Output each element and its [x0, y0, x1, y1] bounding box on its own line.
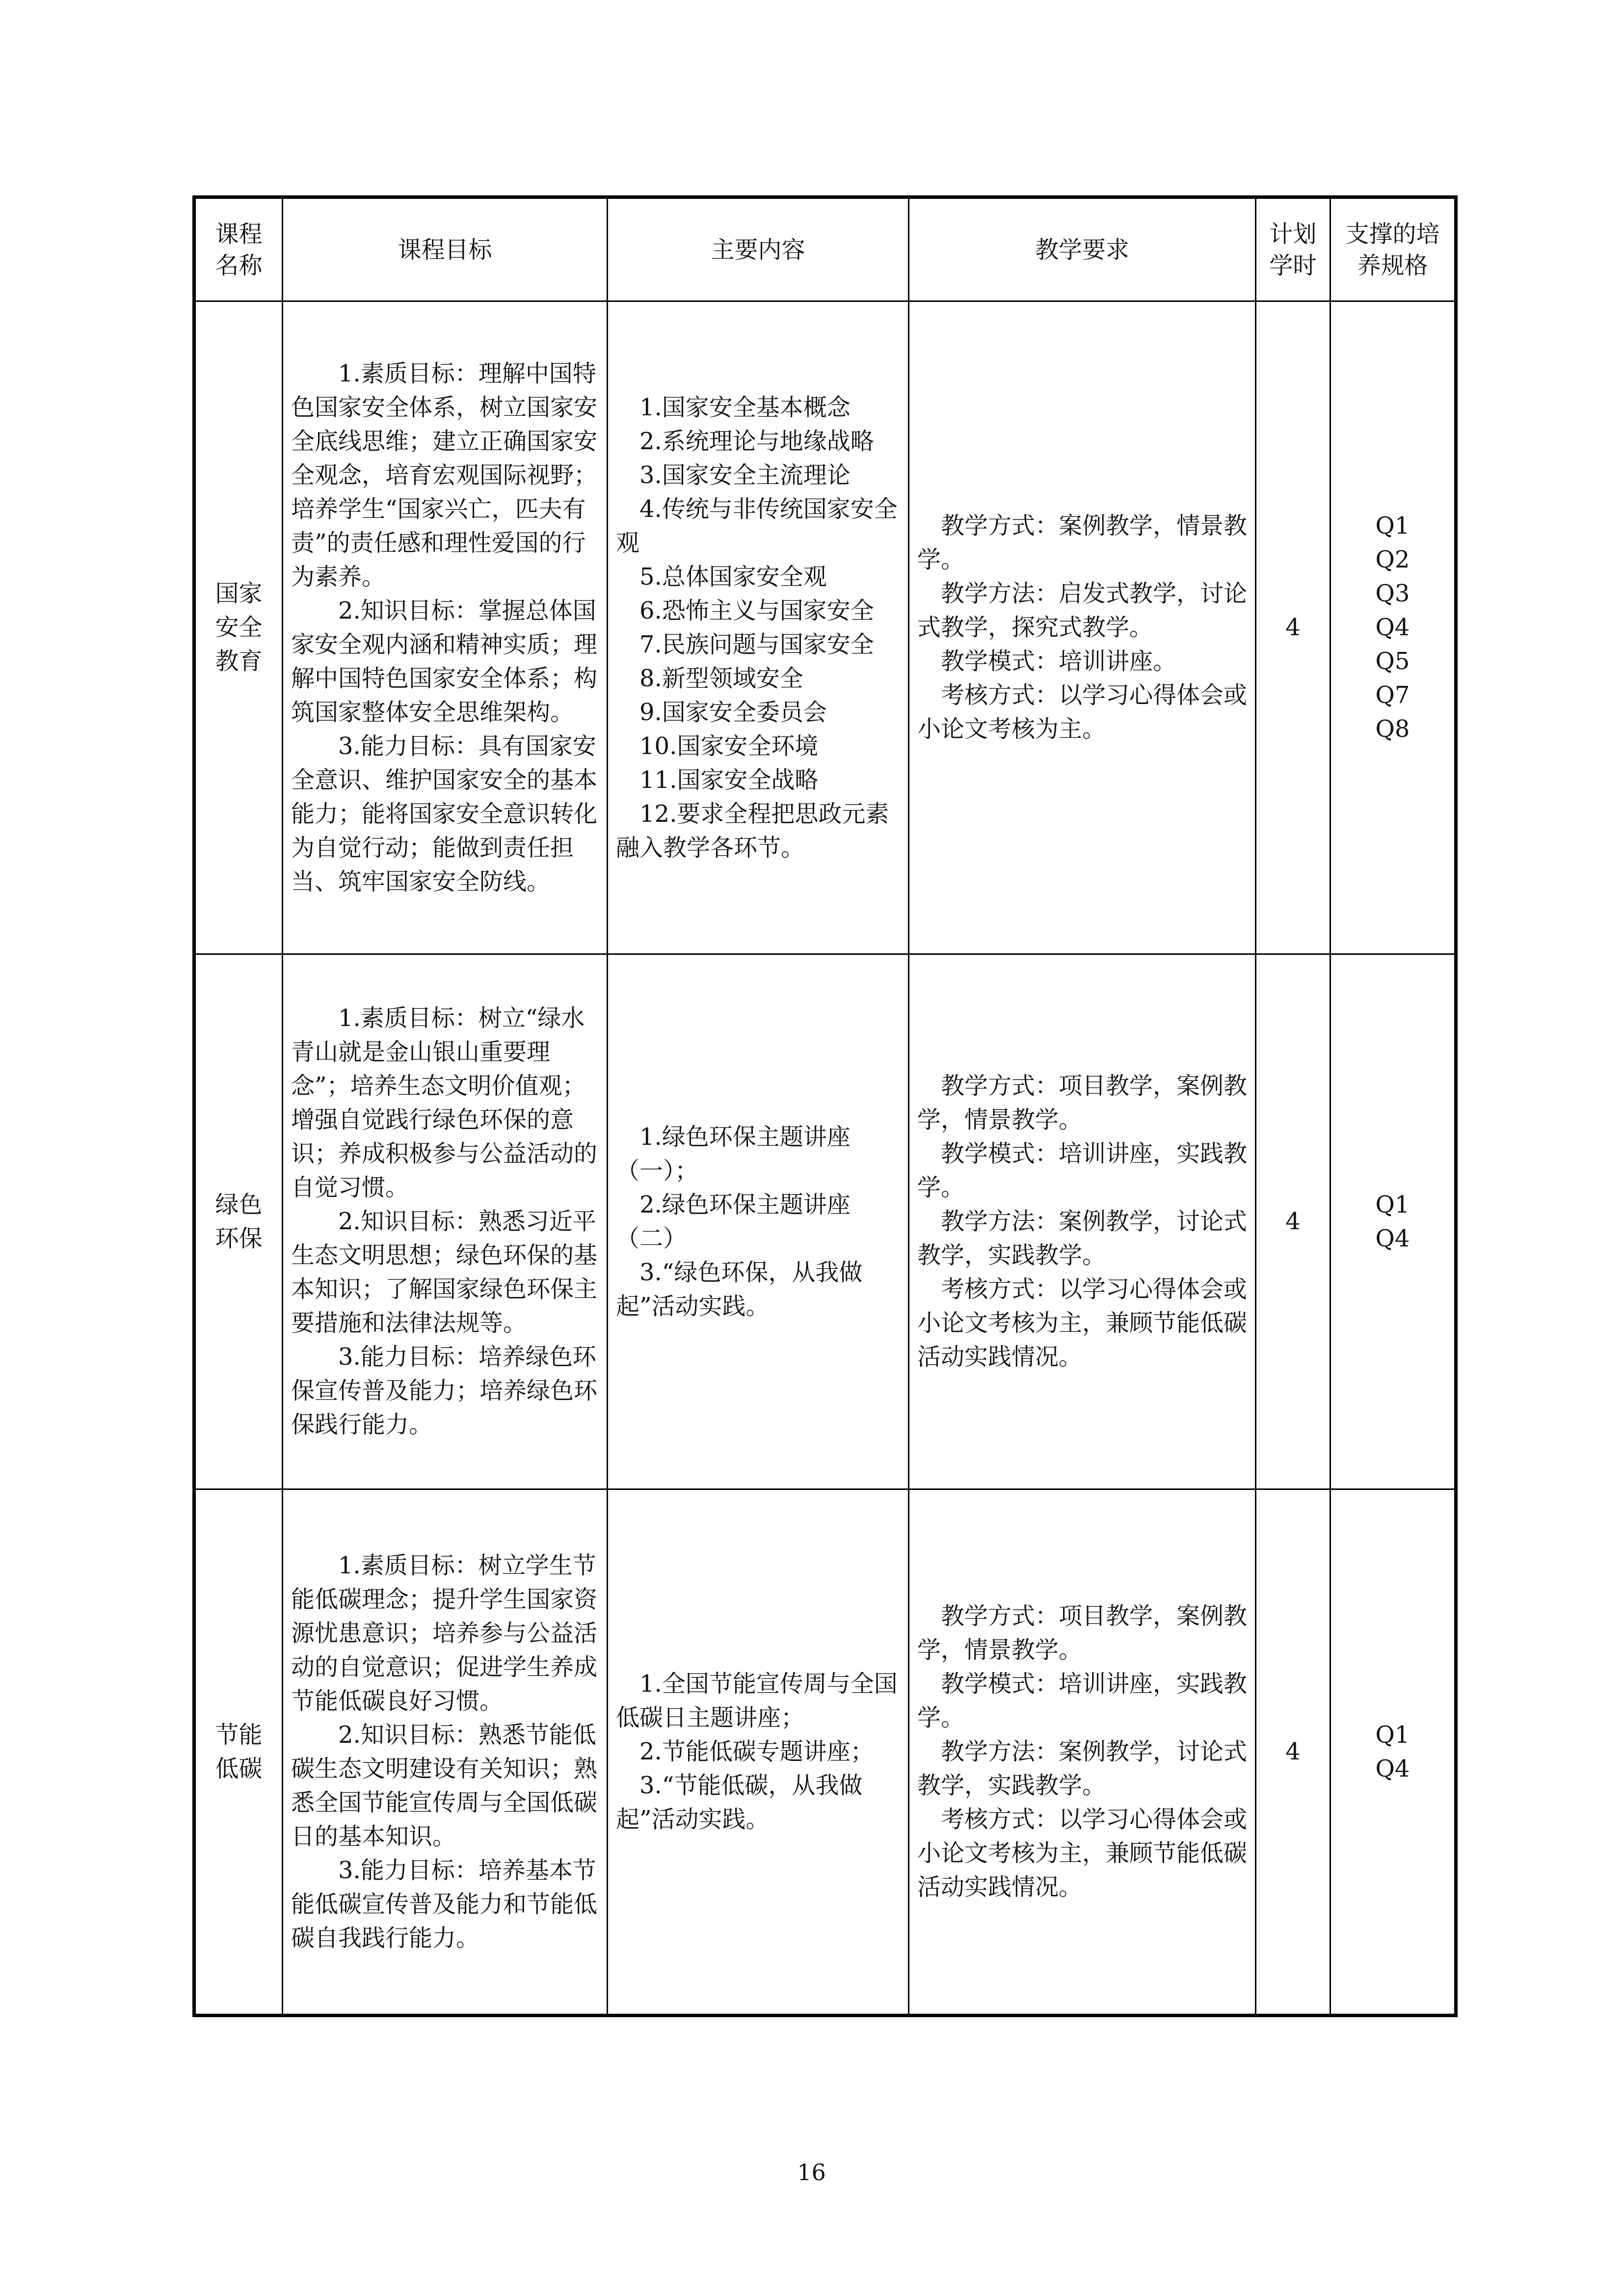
content-item: 1.全国节能宣传周与全国低碳日主题讲座； [616, 1670, 898, 1731]
header-main-content: 主要内容 [608, 197, 909, 301]
supported-specs [1330, 301, 1456, 954]
content-item: 9.国家安全委员会 [639, 698, 827, 726]
content-item: 2.绿色环保主题讲座（二） [616, 1190, 851, 1252]
spec-item: Q1 [1375, 1721, 1410, 1749]
content-item: 1.绿色环保主题讲座（一）； [616, 1123, 851, 1185]
requirement-item: 考核方式：以学习心得体会或小论文考核为主，兼顾节能低碳活动实践情况。 [917, 1806, 1248, 1901]
planned-hours: 4 [1256, 1489, 1330, 2016]
requirement-item: 教学方式：项目教学，案例教学，情景教学。 [917, 1602, 1248, 1664]
header-planned-hours: 计划学时 [1256, 197, 1330, 301]
header-course-goal: 课程目标 [283, 197, 608, 301]
goal-item: 1.素质目标：树立“绿水青山就是金山银山重要理念”；培养生态文明价值观；增强自觉践行绿色环保的意识；养成积极参与公益活动的自觉习惯。 [291, 1004, 598, 1201]
spec-item: Q4 [1375, 1224, 1410, 1252]
requirement-item: 教学方法：案例教学，讨论式教学，实践教学。 [917, 1738, 1248, 1799]
header-row [194, 197, 1456, 301]
spec-item: Q1 [1375, 512, 1410, 540]
content-item: 6.恐怖主义与国家安全 [639, 596, 874, 624]
course-contents [608, 1489, 909, 2016]
table-row [194, 1489, 1456, 2016]
requirement-item: 教学方式：项目教学，案例教学，情景教学。 [917, 1072, 1248, 1134]
teaching-requirements [909, 301, 1256, 954]
content-item: 5.总体国家安全观 [639, 563, 827, 591]
requirement-item: 教学模式：培训讲座，实践教学。 [917, 1670, 1248, 1731]
planned-hours: 4 [1256, 301, 1330, 954]
spec-item: Q7 [1375, 681, 1410, 709]
content-item: 3.国家安全主流理论 [639, 461, 851, 489]
teaching-requirements [909, 954, 1256, 1489]
spec-item: Q4 [1375, 614, 1410, 641]
course-name: 国家安全教育 [194, 301, 283, 954]
course-name: 节能低碳 [194, 1489, 283, 2016]
course-contents [608, 301, 909, 954]
course-contents [608, 954, 909, 1489]
spec-item: Q5 [1375, 648, 1410, 675]
requirement-item: 教学模式：培训讲座。 [941, 648, 1177, 675]
table-row [194, 301, 1456, 954]
goal-item: 1.素质目标：树立学生节能低碳理念；提升学生国家资源忧患意识；培养参与公益活动的自觉意识；促进学生养成节能低碳良好习惯。 [291, 1551, 598, 1715]
content-item: 2.系统理论与地缘战略 [639, 427, 874, 455]
content-item: 10.国家安全环境 [639, 732, 819, 760]
content-item: 3.“节能低碳，从我做起”活动实践。 [616, 1772, 863, 1833]
page-number: 16 [797, 2159, 826, 2186]
content-item: 12.要求全程把思政元素融入教学各环节。 [616, 800, 889, 862]
supported-specs [1330, 954, 1456, 1489]
content-item: 8.新型领域安全 [639, 664, 803, 692]
header-supported-spec: 支撑的培养规格 [1330, 197, 1456, 301]
goal-item: 2.知识目标：熟悉节能低碳生态文明建设有关知识；熟悉全国节能宣传周与全国低碳日的基本知识。 [291, 1721, 598, 1850]
goal-item: 2.知识目标：掌握总体国家安全观内涵和精神实质；理解中国特色国家安全体系；构筑国家整体安全思维架构。 [291, 596, 598, 726]
course-goals [283, 301, 608, 954]
requirement-item: 教学模式：培训讲座，实践教学。 [917, 1140, 1248, 1201]
course-name: 绿色环保 [194, 954, 283, 1489]
content-item: 3.“绿色环保，从我做起”活动实践。 [616, 1258, 863, 1320]
requirement-item: 教学方法：案例教学，讨论式教学，实践教学。 [917, 1208, 1248, 1269]
spec-item: Q4 [1375, 1755, 1410, 1783]
course-goals [283, 1489, 608, 2016]
content-item: 4.传统与非传统国家安全观 [616, 495, 898, 557]
course-goals [283, 954, 608, 1489]
spec-item: Q1 [1375, 1190, 1410, 1218]
requirement-item: 教学方法：启发式教学，讨论式教学，探究式教学。 [917, 580, 1248, 641]
header-teaching-requirement: 教学要求 [909, 197, 1256, 301]
goal-item: 3.能力目标：培养绿色环保宣传普及能力；培养绿色环保践行能力。 [291, 1343, 598, 1438]
supported-specs [1330, 1489, 1456, 2016]
teaching-requirements [909, 1489, 1256, 2016]
requirement-item: 教学方式：案例教学，情景教学。 [917, 512, 1248, 573]
content-item: 7.民族问题与国家安全 [639, 630, 874, 658]
content-item: 11.国家安全战略 [639, 766, 819, 794]
goal-item: 3.能力目标：培养基本节能低碳宣传普及能力和节能低碳自我践行能力。 [291, 1856, 598, 1952]
content-item: 2.节能低碳专题讲座； [639, 1738, 874, 1765]
goal-item: 3.能力目标：具有国家安全意识、维护国家安全的基本能力；能将国家安全意识转化为自觉行动；能做到责任担当、筑牢国家安全防线。 [291, 732, 598, 895]
requirement-item: 考核方式：以学习心得体会或小论文考核为主，兼顾节能低碳活动实践情况。 [917, 1275, 1248, 1371]
goal-item: 1.素质目标：理解中国特色国家安全体系，树立国家安全底线思维；建立正确国家安全观念，培育宏观国际视野；培养学生“国家兴亡，匹夫有责”的责任感和理性爱国的行为素养。 [291, 359, 598, 591]
spec-item: Q8 [1375, 715, 1410, 743]
requirement-item: 考核方式：以学习心得体会或小论文考核为主。 [917, 681, 1248, 743]
content-item: 1.国家安全基本概念 [639, 393, 851, 421]
goal-item: 2.知识目标：熟悉习近平生态文明思想；绿色环保的基本知识；了解国家绿色环保主要措施和法律法规等。 [291, 1208, 598, 1337]
spec-item: Q2 [1375, 546, 1410, 573]
header-course-name: 课程名称 [194, 197, 283, 301]
course-table [192, 195, 1458, 2017]
table-row [194, 954, 1456, 1489]
planned-hours: 4 [1256, 954, 1330, 1489]
spec-item: Q3 [1375, 580, 1410, 607]
